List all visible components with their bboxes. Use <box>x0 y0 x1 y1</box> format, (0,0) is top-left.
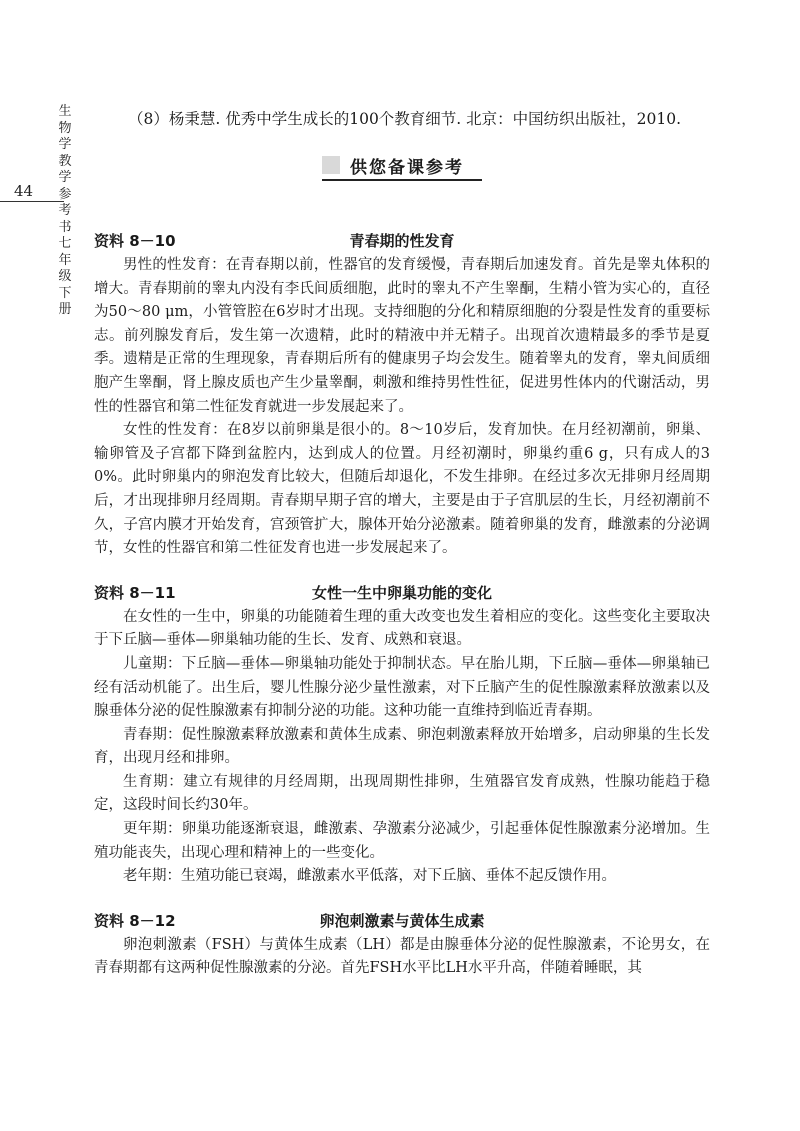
vertical-book-title: 生物学教学参考书七年级下册 <box>58 104 72 317</box>
material-section <box>94 578 710 889</box>
material-header <box>94 906 710 934</box>
banner-square-icon <box>322 156 340 174</box>
material-id: 资料 8－12 <box>94 911 176 930</box>
paragraph: 更年期：卵巢功能逐渐衰退，雌激素、孕激素分泌减少，引起垂体促性腺激素分泌增加。生殖功能丧失，出现心理和精神上的一些变化。 <box>94 821 710 861</box>
paragraph: 儿童期：下丘脑—垂体—卵巢轴功能处于抑制状态。早在胎儿期，下丘脑—垂体—卵巢轴已经有活动机能了。出生后，婴儿性腺分泌少量性激素，对下丘脑产生的促性腺激素释放激素以及腺垂体分泌的促性腺激素有抑制分泌的功能。这种功能一直维持到临近青春期。 <box>94 655 710 720</box>
material-title: 卵泡刺激素与黄体生成素 <box>319 911 485 930</box>
material-id: 资料 8－10 <box>94 232 176 250</box>
paragraph: 男性的性发育：在青春期以前，性器官的发育缓慢，青春期后加速发育。首先是睾丸体积的增大。青春期前的睾丸内没有李氏间质细胞，此时的睾丸不产生睾酮，生精小管为实心的，直径为50～80 μm，小管管腔在6岁时才出现。支持细胞的分化和精原细胞的分裂是性发育的重要标志。前列腺发育后，发生第一次遗精，此时的精液中并无精子。出现首次遗精最多的季节是夏季。遗精是正常的生理现象，青春期后所有的健康男子均会发生。随着睾丸的发育，睾丸间质细胞产生睾酮，肾上腺皮质也产生少量睾酮，刺激和维持男性性征，促进男性体内的代谢活动，男性的性器官和第二性征发育就进一步发展起来了。 <box>94 257 710 415</box>
paragraph: 生育期：建立有规律的月经周期，出现周期性排卵，生殖器官发育成熟，性腺功能趋于稳定，这段时间长约30年。 <box>94 773 710 814</box>
section-banner-title: 供您备课参考 <box>350 158 464 178</box>
margin-rule <box>0 201 64 202</box>
paragraph: 卵泡刺激素（FSH）与黄体生成素（LH）都是由腺垂体分泌的促性腺激素，不论男女，在青春期都有这两种促性腺激素的分泌。首先FSH水平比LH水平升高，伴随着睡眠，其 <box>94 936 710 977</box>
material-header <box>94 226 710 254</box>
paragraph: 女性的性发育：在8岁以前卵巢是很小的。8～10岁后，发育加快。在月经初潮前，卵巢、输卵管及子宫都下降到盆腔内，达到成人的位置。月经初潮时，卵巢约重6 g，只有成人的30%。此时卵巢内的卵泡发育比较大，但随后却退化，不发生排卵。在经过多次无排卵月经周期后，才出现排卵月经周期。青春期早期子宫的增大，主要是由于子宫肌层的生长，月经初潮前不久，子宫内膜才开始发育，宫颈管扩大，腺体开始分泌激素。随着卵巢的发育，雌激素的分泌调节，女性的性器官和第二性征发育也进一步发展起来了。 <box>94 422 710 557</box>
materials-body <box>94 226 710 998</box>
material-section <box>94 906 710 981</box>
paragraph: 老年期：生殖功能已衰竭，雌激素水平低落，对下丘脑、垂体不起反馈作用。 <box>123 868 616 885</box>
section-banner <box>322 150 482 186</box>
material-section <box>94 226 710 561</box>
banner-underline <box>322 179 482 181</box>
paragraph: 在女性的一生中，卵巢的功能随着生理的重大改变也发生着相应的变化。这些变化主要取决于下丘脑—垂体—卵巢轴功能的生长、发育、成熟和衰退。 <box>94 608 710 649</box>
material-id: 资料 8－11 <box>94 583 176 602</box>
reference-entry: （8）杨秉慧. 优秀中学生成长的100个教育细节. 北京：中国纺织出版社，2010. <box>128 110 682 128</box>
material-header <box>94 578 710 606</box>
paragraph: 青春期：促性腺激素释放激素和黄体生成素、卵泡刺激素释放开始增多，启动卵巢的生长发育，出现月经和排卵。 <box>94 726 710 767</box>
page-number: 44 <box>14 182 34 200</box>
material-title: 青春期的性发育 <box>349 232 455 250</box>
material-title: 女性一生中卵巢功能的变化 <box>311 583 492 602</box>
